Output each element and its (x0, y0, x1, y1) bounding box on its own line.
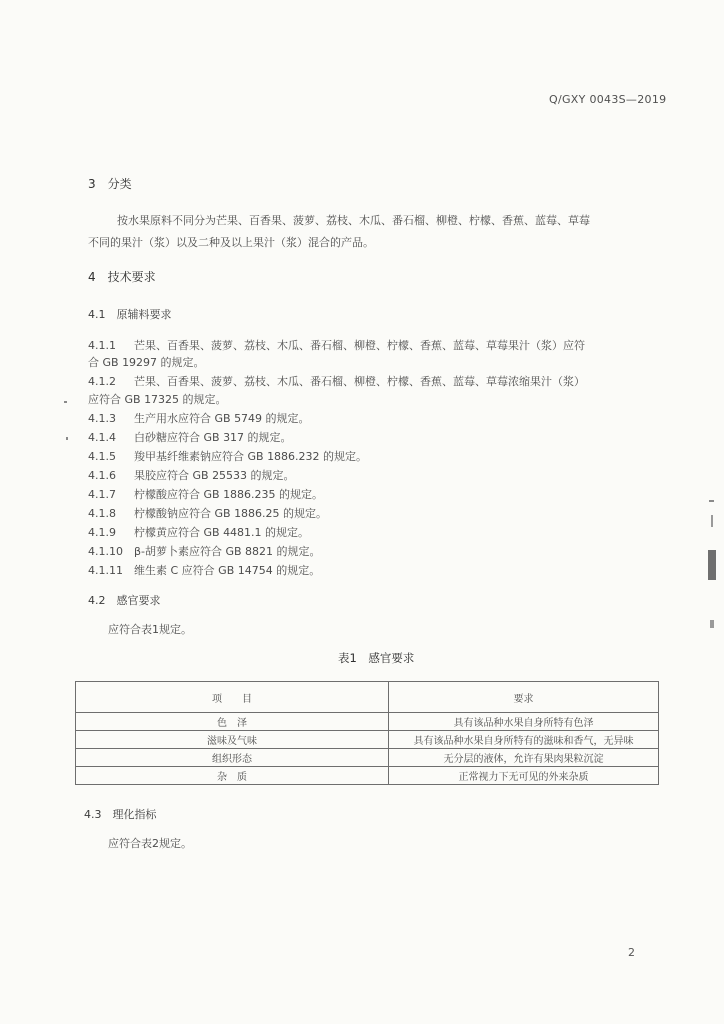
item-text: β-胡萝卜素应符合 GB 8821 的规定。 (134, 545, 321, 558)
table-cell: 组织形态 (76, 749, 389, 767)
item-number: 4.1.3 (88, 412, 116, 425)
list-item (88, 467, 295, 483)
page-number: 2 (628, 946, 635, 959)
column-header-requirement: 要求 (389, 682, 659, 713)
item-number: 4.1.11 (88, 564, 123, 577)
item-text: 芒果、百香果、菠萝、荔枝、木瓜、番石榴、柳橙、柠檬、香蕉、蓝莓、草莓果汁（浆）应符 (134, 339, 585, 352)
section-4-3-heading: 4.3 理化指标 (84, 808, 157, 821)
list-item-continuation: 应符合 GB 17325 的规定。 (88, 393, 227, 406)
item-number: 4.1.6 (88, 469, 116, 482)
item-text: 羧甲基纤维素钠应符合 GB 1886.232 的规定。 (134, 450, 368, 463)
item-text: 柠檬酸钠应符合 GB 1886.25 的规定。 (134, 507, 328, 520)
item-number: 4.1.8 (88, 507, 116, 520)
table-row (76, 713, 659, 731)
item-text: 柠檬黄应符合 GB 4481.1 的规定。 (134, 526, 310, 539)
item-number: 4.1.7 (88, 488, 116, 501)
list-item (88, 524, 309, 540)
table-cell: 具有该品种水果自身所特有色泽 (389, 713, 659, 731)
list-item (88, 448, 367, 464)
list-item (88, 486, 323, 502)
list-item (88, 429, 292, 445)
scan-mark (709, 500, 714, 502)
list-item (88, 543, 321, 559)
sensory-requirements-table (75, 681, 659, 785)
column-header-item: 项 目 (76, 682, 389, 713)
item-text: 生产用水应符合 GB 5749 的规定。 (134, 412, 310, 425)
list-item (88, 373, 585, 389)
section-4-heading: 4 技术要求 (88, 270, 156, 284)
table-cell: 具有该品种水果自身所特有的滋味和香气，无异味 (389, 731, 659, 749)
table-row (76, 749, 659, 767)
scan-mark (708, 550, 716, 580)
list-item (88, 337, 585, 353)
item-number: 4.1.1 (88, 339, 116, 352)
table-cell: 色 泽 (76, 713, 389, 731)
table-cell: 无分层的液体，允许有果肉果粒沉淀 (389, 749, 659, 767)
section-4-2-heading: 4.2 感官要求 (88, 594, 161, 607)
item-number: 4.1.4 (88, 431, 116, 444)
standard-code: Q/GXY 0043S—2019 (549, 93, 667, 106)
item-text: 柠檬酸应符合 GB 1886.235 的规定。 (134, 488, 324, 501)
section-4-1-heading: 4.1 原辅料要求 (88, 308, 172, 321)
table-cell: 滋味及气味 (76, 731, 389, 749)
scan-mark (66, 437, 68, 440)
section-3-para-line2: 不同的果汁（浆）以及二种及以上果汁（浆）混合的产品。 (88, 236, 374, 249)
section-3-para-line1: 按水果原料不同分为芒果、百香果、菠萝、荔枝、木瓜、番石榴、柳橙、柠檬、香蕉、蓝莓、草莓 (117, 214, 590, 227)
list-item (88, 562, 320, 578)
item-text: 白砂糖应符合 GB 317 的规定。 (134, 431, 292, 444)
list-item (88, 410, 310, 426)
scan-mark (64, 401, 67, 403)
scan-mark (711, 515, 713, 527)
item-text: 芒果、百香果、菠萝、荔枝、木瓜、番石榴、柳橙、柠檬、香蕉、蓝莓、草莓浓缩果汁（浆） (134, 375, 585, 388)
item-number: 4.1.5 (88, 450, 116, 463)
table-cell: 杂 质 (76, 767, 389, 785)
item-text: 维生素 C 应符合 GB 14754 的规定。 (134, 564, 321, 577)
table-header-row (76, 682, 659, 713)
table-row (76, 731, 659, 749)
list-item (88, 505, 327, 521)
table-cell: 正常视力下无可见的外来杂质 (389, 767, 659, 785)
item-number: 4.1.2 (88, 375, 116, 388)
item-text: 果胶应符合 GB 25533 的规定。 (134, 469, 295, 482)
section-4-2-para: 应符合表1规定。 (108, 623, 192, 636)
list-item-continuation: 合 GB 19297 的规定。 (88, 356, 205, 369)
section-4-3-para: 应符合表2规定。 (108, 837, 192, 850)
section-3-heading: 3 分类 (88, 177, 132, 191)
item-number: 4.1.9 (88, 526, 116, 539)
scan-mark (710, 620, 714, 628)
table-caption: 表1 感官要求 (338, 651, 415, 665)
item-number: 4.1.10 (88, 545, 123, 558)
table-row (76, 767, 659, 785)
